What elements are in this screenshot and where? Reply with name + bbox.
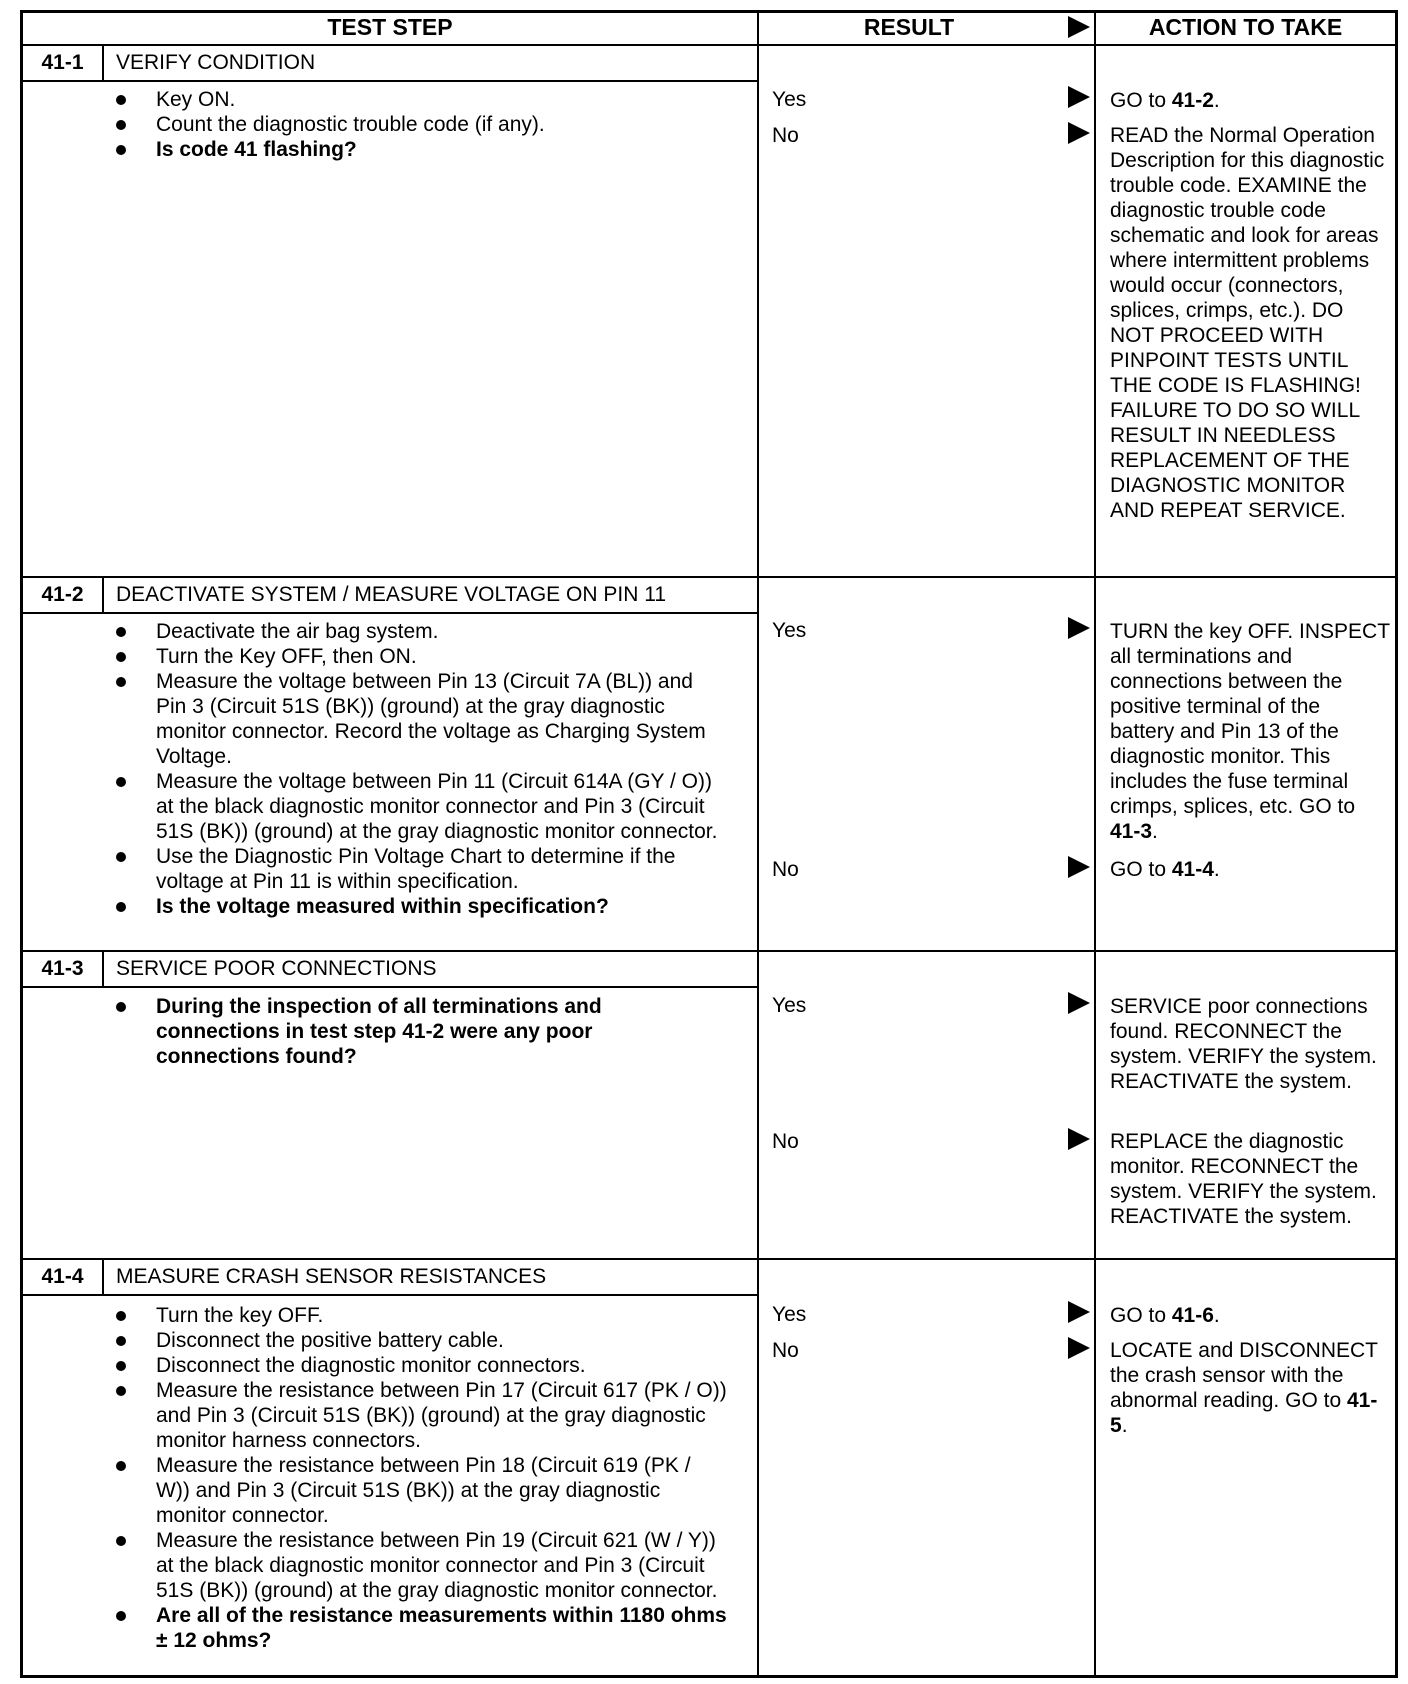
action-text: GO to 41-6. [1110,1304,1220,1327]
result-yes: Yes [772,1303,807,1326]
bullet-icon [116,677,126,687]
list-item: During the inspection of all terminations and connections in test step 41-2 were any poor connections found? [108,994,688,1069]
arrow-icon [1068,1128,1090,1150]
arrow-icon [1068,992,1090,1014]
list-item: Turn the Key OFF, then ON. [108,644,728,669]
bullet-icon [116,1386,126,1396]
bullet-icon [116,1536,126,1546]
step-title: DEACTIVATE SYSTEM / MEASURE VOLTAGE ON PIN 11 [116,583,666,606]
step-number: 41-3 [41,957,84,980]
action-text: LOCATE and DISCONNECT the crash sensor with the abnormal reading. GO to 41-5. [1110,1339,1378,1437]
list-item: Measure the voltage between Pin 13 (Circuit 7A (BL)) and Pin 3 (Circuit 51S (BK)) (ground) at the gray diagnostic monitor connector. Record the voltage as Charging System Voltage. [108,669,728,769]
list-item: Measure the voltage between Pin 11 (Circuit 614A (GY / O)) at the black diagnostic monitor connector and Pin 3 (Circuit 51S (BK)) (ground) at the gray diagnostic monitor connector. [108,769,728,844]
bullet-icon [116,95,126,105]
arrow-icon [1068,856,1090,878]
bullet-icon [116,1611,126,1621]
bullet-icon [116,145,126,155]
bullet-icon [116,652,126,662]
action-text: READ the Normal Operation Description for this diagnostic trouble code. EXAMINE the diagnostic trouble code schematic and look for areas where intermittent problems would occur (connectors, splices, crimps, etc.). DO NOT PROCEED WITH PINPOINT TESTS UNTIL THE CODE IS FLASHING! FAILURE TO DO SO WILL RESULT IN NEEDLESS REPLACEMENT OF THE DIAGNOSTIC MONITOR AND REPEAT SERVICE. [1110,124,1385,522]
step-num-divider-41-2 [102,578,104,614]
bullet-icon [116,1002,126,1012]
table-border-left [20,10,23,1678]
step-bullet-list [108,619,728,919]
step-number: 41-1 [41,51,84,74]
arrow-icon [1068,122,1090,144]
list-item: Key ON. [108,87,748,112]
result-no: No [772,1339,799,1362]
step-num-divider-41-1 [102,46,104,82]
bullet-icon [116,777,126,787]
table-border-bottom [20,1675,1398,1678]
result-no: No [772,858,799,881]
step-num-divider-41-3 [102,952,104,988]
list-item: Turn the key OFF. [108,1303,728,1328]
list-item: Measure the resistance between Pin 18 (Circuit 619 (PK / W)) and Pin 3 (Circuit 51S (BK)) at the gray diagnostic monitor connector. [108,1453,728,1528]
step-num-divider-41-4 [102,1260,104,1296]
header-test-step: TEST STEP [327,14,453,40]
result-yes: Yes [772,619,807,642]
list-item: Deactivate the air bag system. [108,619,728,644]
list-item: Is code 41 flashing? [108,137,748,162]
step-bullet-list [108,87,748,162]
result-yes: Yes [772,994,807,1017]
action-text: GO to 41-2. [1110,89,1220,112]
column-divider-action [1094,10,1096,1678]
arrow-icon [1068,1301,1090,1323]
header-arrow-icon [1068,16,1090,38]
bullet-icon [116,1361,126,1371]
bullet-icon [116,1461,126,1471]
step-title: VERIFY CONDITION [116,51,316,74]
action-text: SERVICE poor connections found. RECONNECT the system. VERIFY the system. REACTIVATE the system. [1110,995,1377,1093]
list-item: Use the Diagnostic Pin Voltage Chart to determine if the voltage at Pin 11 is within specification. [108,844,728,894]
bullet-icon [116,120,126,130]
action-text: REPLACE the diagnostic monitor. RECONNECT the system. VERIFY the system. REACTIVATE the system. [1110,1130,1377,1228]
header-result: RESULT [863,14,955,40]
list-item: Count the diagnostic trouble code (if any). [108,112,748,137]
table-border-right [1395,10,1398,1678]
header-action: ACTION TO TAKE [1148,14,1343,40]
bullet-icon [116,1336,126,1346]
result-no: No [772,124,799,147]
action-text: TURN the key OFF. INSPECT all terminations and connections between the positive terminal of the battery and Pin 13 of the diagnostic monitor. This includes the fuse terminal crimps, splices, etc. GO to 41-3. [1110,620,1390,843]
step-bullet-list [108,1303,728,1653]
bullet-icon [116,902,126,912]
step-title: SERVICE POOR CONNECTIONS [116,957,437,980]
arrow-icon [1068,617,1090,639]
bullet-icon [116,852,126,862]
step-title: MEASURE CRASH SENSOR RESISTANCES [116,1265,547,1288]
arrow-icon [1068,86,1090,108]
list-item: Disconnect the positive battery cable. [108,1328,728,1353]
result-no: No [772,1130,799,1153]
step-number: 41-2 [41,583,84,606]
bullet-icon [116,1311,126,1321]
list-item: Disconnect the diagnostic monitor connectors. [108,1353,728,1378]
step-bullet-list [108,994,688,1069]
bullet-icon [116,627,126,637]
result-yes: Yes [772,88,807,111]
list-item: Measure the resistance between Pin 19 (Circuit 621 (W / Y)) at the black diagnostic monitor connector and Pin 3 (Circuit 51S (BK)) (ground) at the gray diagnostic monitor connector. [108,1528,728,1603]
list-item: Is the voltage measured within specification? [108,894,728,919]
arrow-icon [1068,1337,1090,1359]
step-number: 41-4 [41,1265,84,1288]
action-text: GO to 41-4. [1110,858,1220,881]
column-divider-result [757,10,759,1678]
list-item: Measure the resistance between Pin 17 (Circuit 617 (PK / O)) and Pin 3 (Circuit 51S (BK)) (ground) at the gray diagnostic monitor harness connectors. [108,1378,728,1453]
list-item: Are all of the resistance measurements within 1180 ohms ± 12 ohms? [108,1603,728,1653]
